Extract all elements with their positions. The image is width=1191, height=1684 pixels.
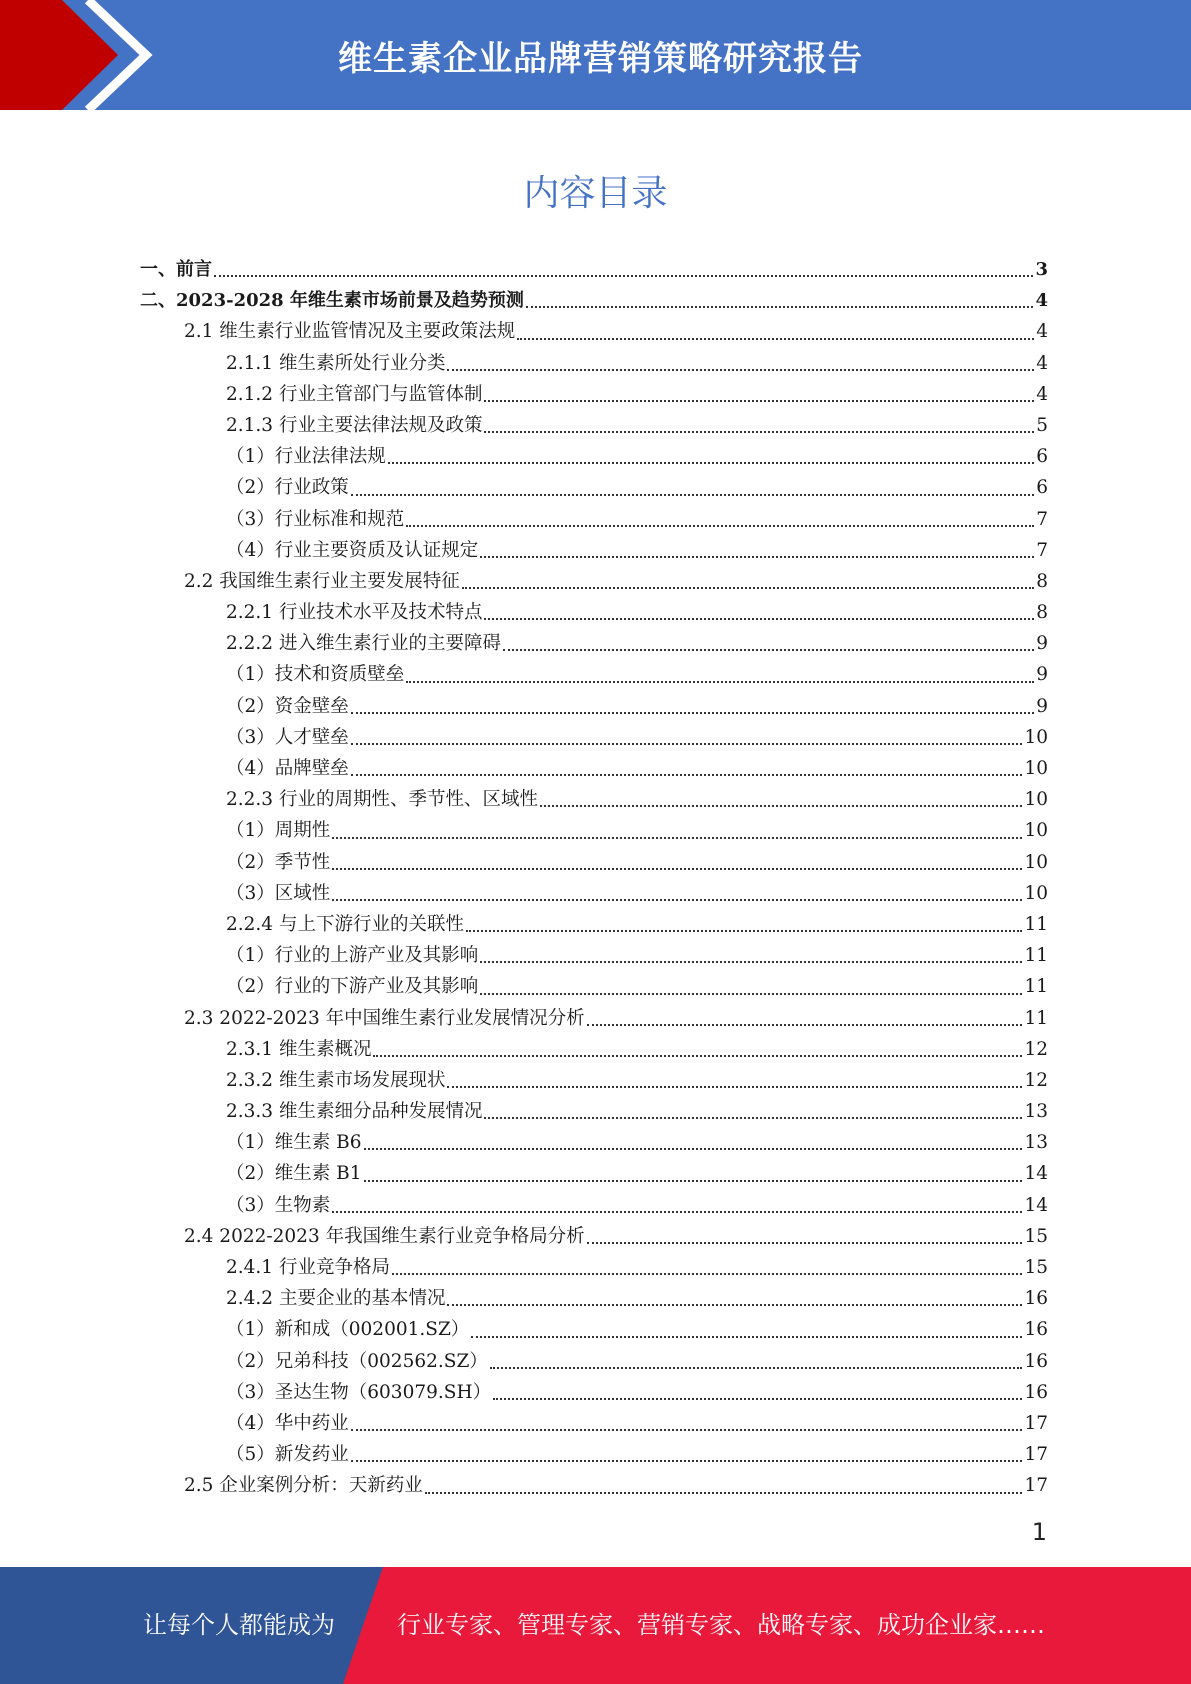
toc-dot-leader <box>388 462 1034 464</box>
toc-entry[interactable] <box>140 1439 1048 1470</box>
toc-entry-title: 2.4 2022-2023 年我国维生素行业竞争格局分析 <box>184 1225 585 1247</box>
toc-entry-title: 2.3.3 维生素细分品种发展情况 <box>226 1101 483 1123</box>
toc-dot-leader <box>540 805 1022 807</box>
toc-entry[interactable] <box>140 628 1048 659</box>
toc-entry[interactable] <box>140 1377 1048 1408</box>
toc-entry[interactable] <box>140 472 1048 503</box>
toc-entry-page: 4 <box>1035 290 1048 312</box>
toc-entry[interactable] <box>140 971 1048 1002</box>
toc-dot-leader <box>364 1148 1023 1150</box>
toc-heading: 内容目录 <box>523 173 668 214</box>
toc-entry[interactable] <box>140 753 1048 784</box>
toc-dot-leader <box>332 868 1022 870</box>
toc-dot-leader <box>503 649 1034 651</box>
toc-entry[interactable] <box>140 878 1048 909</box>
toc-dot-leader <box>332 1211 1022 1213</box>
toc-entry-title: 2.1.1 维生素所处行业分类 <box>226 352 446 374</box>
toc-entry[interactable] <box>140 1096 1048 1127</box>
toc-entry-title: （4）行业主要资质及认证规定 <box>226 539 479 561</box>
toc-entry[interactable] <box>140 504 1048 535</box>
toc-entry-title: 2.3.2 维生素市场发展现状 <box>226 1069 446 1091</box>
toc-dot-leader <box>364 1180 1023 1182</box>
toc-entry[interactable] <box>140 410 1048 441</box>
toc-entry-page: 11 <box>1024 913 1048 935</box>
toc-dot-leader <box>332 899 1022 901</box>
toc-dot-leader <box>351 1460 1023 1462</box>
toc-entry-page: 11 <box>1024 945 1048 967</box>
toc-entry-page: 13 <box>1024 1101 1048 1123</box>
toc-entry-title: 2.3 2022-2023 年中国维生素行业发展情况分析 <box>184 1007 585 1029</box>
toc-entry[interactable] <box>140 316 1048 347</box>
toc-entry-page: 10 <box>1024 758 1048 779</box>
toc-entry-page: 11 <box>1024 976 1048 998</box>
toc-entry-page: 10 <box>1024 789 1048 811</box>
toc-dot-leader <box>587 1024 1023 1026</box>
toc-entry-page: 16 <box>1024 1319 1048 1341</box>
toc-dot-leader <box>587 1242 1023 1244</box>
toc-entry[interactable] <box>140 285 1048 316</box>
toc-entry[interactable] <box>140 1034 1048 1065</box>
toc-entry-page: 12 <box>1024 1069 1048 1091</box>
toc-entry[interactable] <box>140 535 1048 566</box>
toc-entry-title: （1）新和成（002001.SZ） <box>226 1319 470 1341</box>
toc-entry[interactable] <box>140 597 1048 628</box>
toc-entry-title: （4）品牌壁垒 <box>226 758 349 779</box>
toc-entry-page: 17 <box>1024 1475 1048 1497</box>
toc-entry[interactable] <box>140 1470 1048 1501</box>
toc-entry-title: （5）新发药业 <box>226 1444 349 1466</box>
toc-entry-page: 14 <box>1024 1163 1048 1185</box>
toc-entry-page: 10 <box>1024 851 1048 873</box>
toc-entry[interactable] <box>140 1314 1048 1345</box>
toc-dot-leader <box>471 1336 1022 1338</box>
toc-entry-page: 3 <box>1035 259 1048 280</box>
toc-dot-leader <box>406 681 1034 683</box>
toc-dot-leader <box>447 369 1034 371</box>
toc-entry[interactable] <box>140 909 1048 940</box>
toc-entry-title: （3）人才壁垒 <box>226 726 349 748</box>
toc-entry-page: 16 <box>1024 1288 1048 1310</box>
toc-entry[interactable] <box>140 1283 1048 1314</box>
table-of-contents <box>140 254 1048 1502</box>
toc-entry[interactable] <box>140 1003 1048 1034</box>
toc-dot-leader <box>517 338 1034 340</box>
toc-entry-page: 8 <box>1036 602 1048 624</box>
toc-entry[interactable] <box>140 348 1048 379</box>
page-number: 1 <box>1031 1518 1047 1546</box>
toc-entry-title: 2.2.4 与上下游行业的关联性 <box>226 913 464 935</box>
toc-entry[interactable] <box>140 566 1048 597</box>
toc-entry-title: （2）资金壁垒 <box>226 695 349 717</box>
toc-entry[interactable] <box>140 254 1048 285</box>
toc-dot-leader <box>480 993 1022 995</box>
toc-entry-title: （1）行业的上游产业及其影响 <box>226 945 479 967</box>
toc-entry[interactable] <box>140 1127 1048 1158</box>
toc-entry-title: 二、2023-2028 年维生素市场前景及趋势预测 <box>140 290 524 312</box>
toc-entry[interactable] <box>140 441 1048 472</box>
toc-entry-page: 6 <box>1036 446 1048 468</box>
toc-entry[interactable] <box>140 1221 1048 1252</box>
toc-entry-title: （3）圣达生物（603079.SH） <box>226 1381 492 1403</box>
footer-banner <box>0 1567 1191 1684</box>
toc-entry-page: 15 <box>1024 1225 1048 1247</box>
toc-entry[interactable] <box>140 847 1048 878</box>
toc-entry-page: 17 <box>1024 1444 1048 1466</box>
toc-entry-page: 10 <box>1024 820 1048 842</box>
toc-entry-title: （3）行业标准和规范 <box>226 508 405 530</box>
toc-dot-leader <box>351 712 1034 714</box>
toc-entry-title: 2.1 维生素行业监管情况及主要政策法规 <box>184 321 516 343</box>
toc-entry-title: 2.1.2 行业主管部门与监管体制 <box>226 383 483 405</box>
toc-entry-page: 8 <box>1036 570 1048 592</box>
toc-entry-page: 7 <box>1036 508 1048 530</box>
toc-entry[interactable] <box>140 379 1048 410</box>
toc-entry-page: 7 <box>1036 539 1048 561</box>
toc-dot-leader <box>214 275 1033 277</box>
toc-entry-title: 2.2.2 进入维生素行业的主要障碍 <box>226 633 501 655</box>
toc-entry-title: （2）兄弟科技（002562.SZ） <box>226 1350 488 1372</box>
toc-dot-leader <box>447 1086 1022 1088</box>
toc-entry-page: 14 <box>1024 1194 1048 1216</box>
toc-dot-leader <box>484 431 1034 433</box>
toc-dot-leader <box>351 743 1023 745</box>
toc-entry-title: （3）区域性 <box>226 882 331 904</box>
toc-entry[interactable] <box>140 815 1048 846</box>
toc-entry-page: 10 <box>1024 726 1048 748</box>
toc-entry-title: （1）行业法律法规 <box>226 446 386 468</box>
toc-dot-leader <box>425 1492 1023 1494</box>
toc-entry-title: 一、前言 <box>140 259 212 280</box>
toc-dot-leader <box>480 556 1034 558</box>
toc-entry[interactable] <box>140 1190 1048 1221</box>
toc-entry-title: 2.3.1 维生素概况 <box>226 1038 372 1060</box>
toc-dot-leader <box>351 1429 1023 1431</box>
toc-dot-leader <box>406 525 1034 527</box>
toc-entry[interactable] <box>140 1252 1048 1283</box>
toc-entry-page: 17 <box>1024 1412 1048 1434</box>
toc-entry-title: （2）维生素 B1 <box>226 1163 362 1185</box>
toc-entry-page: 16 <box>1024 1381 1048 1403</box>
toc-entry-title: （2）季节性 <box>226 851 331 873</box>
toc-dot-leader <box>466 930 1022 932</box>
toc-entry-title: （1）维生素 B6 <box>226 1132 362 1154</box>
toc-dot-leader <box>392 1273 1022 1275</box>
toc-entry-page: 4 <box>1036 383 1048 405</box>
toc-entry-page: 9 <box>1036 664 1048 686</box>
toc-entry[interactable] <box>140 1065 1048 1096</box>
toc-entry[interactable] <box>140 722 1048 753</box>
toc-entry-title: 2.1.3 行业主要法律法规及政策 <box>226 414 483 436</box>
toc-entry-page: 4 <box>1036 321 1048 343</box>
toc-entry-page: 5 <box>1036 414 1048 436</box>
toc-entry-title: 2.2.1 行业技术水平及技术特点 <box>226 602 483 624</box>
toc-dot-leader <box>351 774 1023 776</box>
toc-entry-page: 9 <box>1036 633 1048 655</box>
toc-entry[interactable] <box>140 784 1048 815</box>
toc-entry-title: 2.2.3 行业的周期性、季节性、区域性 <box>226 789 538 811</box>
toc-entry[interactable] <box>140 940 1048 971</box>
toc-entry-page: 13 <box>1024 1132 1048 1154</box>
report-title: 维生素企业品牌营销策略研究报告 <box>338 38 863 79</box>
toc-entry[interactable] <box>140 1346 1048 1377</box>
toc-entry-title: （1）技术和资质壁垒 <box>226 664 405 686</box>
toc-entry[interactable] <box>140 1158 1048 1189</box>
toc-entry-title: 2.4.1 行业竞争格局 <box>226 1257 390 1278</box>
toc-entry-page: 6 <box>1036 477 1048 499</box>
toc-entry-title: 2.4.2 主要企业的基本情况 <box>226 1288 446 1310</box>
toc-dot-leader <box>332 837 1022 839</box>
toc-entry-title: （1）周期性 <box>226 820 331 842</box>
toc-entry-title: （3）生物素 <box>226 1194 331 1216</box>
toc-dot-leader <box>484 1117 1022 1119</box>
toc-entry-title: （4）华中药业 <box>226 1412 349 1434</box>
toc-entry[interactable] <box>140 691 1048 722</box>
toc-entry-page: 15 <box>1024 1257 1048 1278</box>
toc-dot-leader <box>493 1398 1022 1400</box>
toc-entry-page: 11 <box>1024 1007 1048 1029</box>
header-banner <box>0 0 1191 110</box>
toc-entry-title: 2.5 企业案例分析：天新药业 <box>184 1475 423 1497</box>
toc-entry-title: （2）行业政策 <box>226 477 349 499</box>
toc-dot-leader <box>526 306 1034 308</box>
toc-dot-leader <box>490 1367 1023 1369</box>
toc-entry-title: （2）行业的下游产业及其影响 <box>226 976 479 998</box>
toc-dot-leader <box>484 400 1034 402</box>
toc-dot-leader <box>484 618 1034 620</box>
toc-entry-title: 2.2 我国维生素行业主要发展特征 <box>184 570 460 592</box>
toc-dot-leader <box>480 961 1022 963</box>
toc-entry-page: 4 <box>1036 352 1048 374</box>
footer-slogan-left: 让每个人都能成为 <box>143 1611 335 1639</box>
toc-entry-page: 9 <box>1036 695 1048 717</box>
toc-entry-page: 12 <box>1024 1038 1048 1060</box>
toc-entry-page: 10 <box>1024 882 1048 904</box>
toc-dot-leader <box>447 1304 1022 1306</box>
toc-entry-page: 16 <box>1024 1350 1048 1372</box>
footer-slogan-right: 行业专家、管理专家、营销专家、战略专家、成功企业家…… <box>397 1611 1045 1639</box>
toc-dot-leader <box>373 1055 1022 1057</box>
toc-dot-leader <box>351 494 1034 496</box>
toc-entry[interactable] <box>140 1408 1048 1439</box>
toc-entry[interactable] <box>140 659 1048 690</box>
toc-dot-leader <box>462 587 1034 589</box>
